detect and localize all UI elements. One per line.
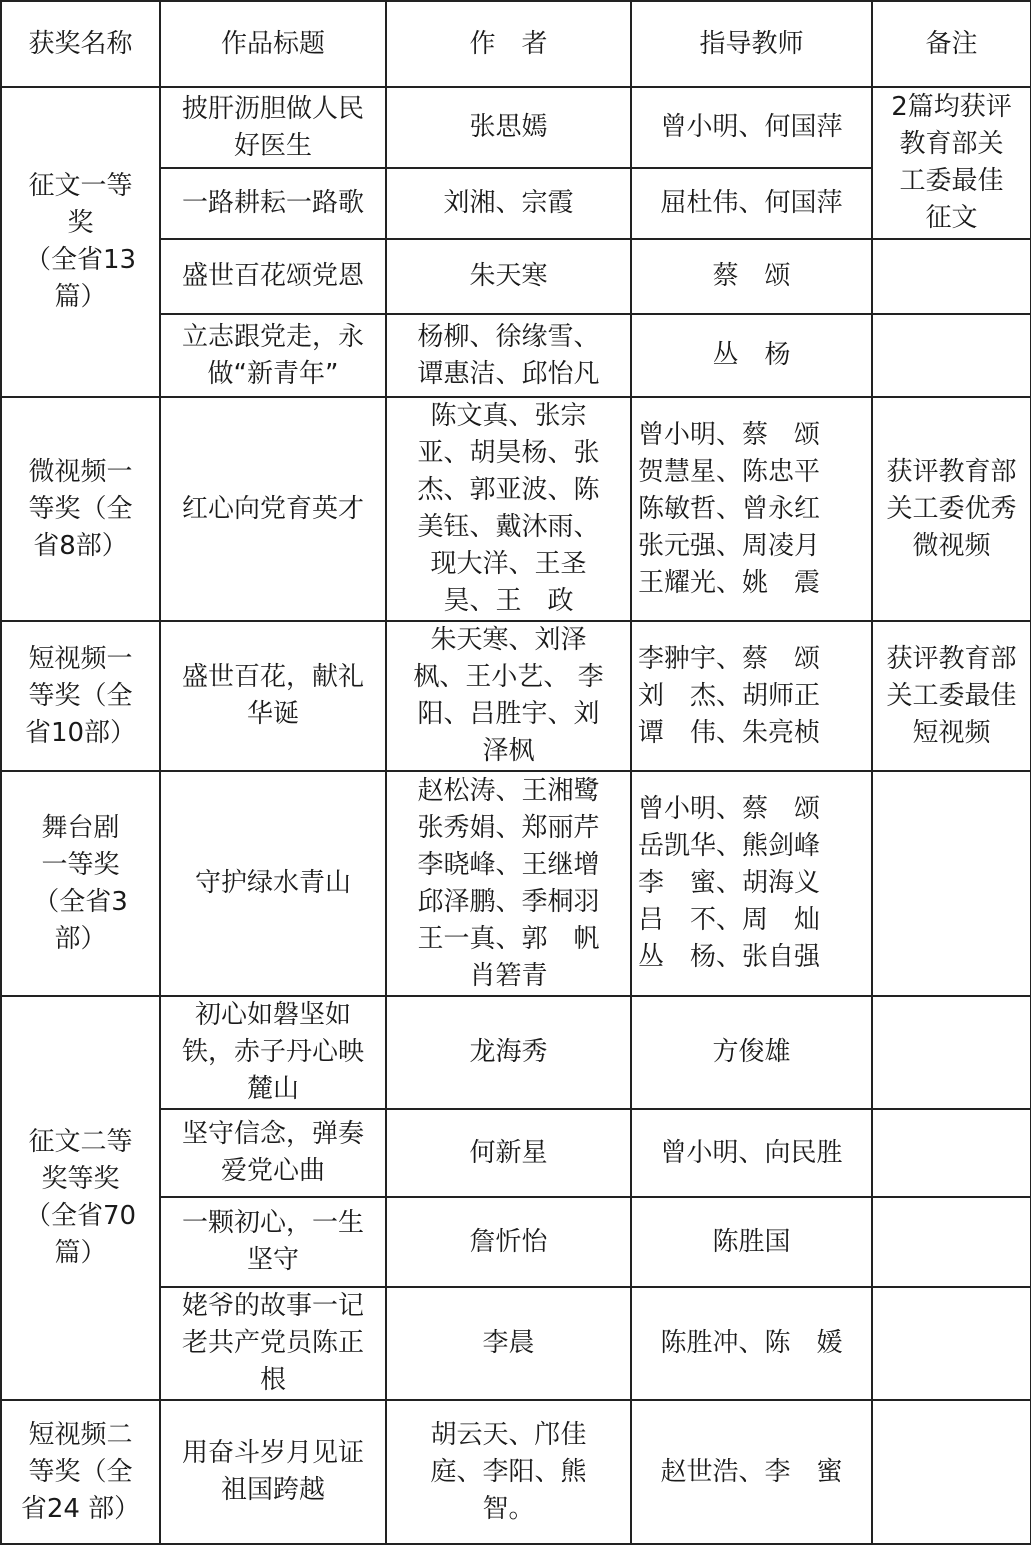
- note-cell: 获评教育部 关工委最佳 短视频: [872, 621, 1031, 771]
- author-cell: 刘湘、宗霞: [386, 168, 631, 239]
- award-cell: 征文一等 奖 （全省13 篇）: [1, 87, 160, 397]
- author-cell: 朱天寒、刘泽 枫、王小艺、 李 阳、吕胜宇、刘 泽枫: [386, 621, 631, 771]
- advisor-cell: 曾小明、何国萍: [631, 87, 872, 168]
- title-cell: 红心向党育英才: [160, 397, 386, 621]
- header-note: 备注: [872, 1, 1031, 87]
- note-cell: [872, 1109, 1031, 1197]
- title-cell: 盛世百花颂党恩: [160, 239, 386, 314]
- table-row: [1, 1400, 1031, 1544]
- title-cell: 披肝沥胆做人民 好医生: [160, 87, 386, 168]
- title-cell: 用奋斗岁月见证 祖国跨越: [160, 1400, 386, 1544]
- title-cell: 盛世百花，献礼 华诞: [160, 621, 386, 771]
- author-cell: 詹忻怡: [386, 1197, 631, 1287]
- note-cell: [872, 771, 1031, 996]
- note-cell: [872, 996, 1031, 1109]
- advisor-cell: 赵世浩、李 蜜: [631, 1400, 872, 1544]
- advisor-cell: 李翀宇、蔡 颂 刘 杰、胡师正 谭 伟、朱亮桢: [631, 621, 872, 771]
- title-cell: 立志跟党走，永 做“新青年”: [160, 314, 386, 397]
- header-advisor: 指导教师: [631, 1, 872, 87]
- award-cell: 短视频一 等奖（全 省10部）: [1, 621, 160, 771]
- author-cell: 赵松涛、王湘鹭 张秀娟、郑丽芹 李晓峰、王继增 邱泽鹏、季桐羽 王一真、郭 帆 肖箬青: [386, 771, 631, 996]
- note-cell: [872, 1400, 1031, 1544]
- advisor-cell: 曾小明、蔡 颂 贺慧星、陈忠平 陈敏哲、曾永红 张元强、周凌月 王耀光、姚 震: [631, 397, 872, 621]
- header-work-title: 作品标题: [160, 1, 386, 87]
- advisor-cell: 曾小明、向民胜: [631, 1109, 872, 1197]
- advisor-cell: 陈胜国: [631, 1197, 872, 1287]
- award-cell: 短视频二 等奖（全 省24 部）: [1, 1400, 160, 1544]
- table-row: [1, 397, 1031, 621]
- award-cell: 舞台剧 一等奖 （全省3 部）: [1, 771, 160, 996]
- title-cell: 坚守信念，弹奏 爱党心曲: [160, 1109, 386, 1197]
- note-cell: 2篇均获评 教育部关 工委最佳 征文: [872, 87, 1031, 239]
- award-cell: 微视频一 等奖（全 省8部）: [1, 397, 160, 621]
- author-cell: 陈文真、张宗 亚、胡昊杨、张 杰、郭亚波、陈 美钰、戴沐雨、 现大洋、王圣 昊、王 政: [386, 397, 631, 621]
- author-cell: 胡云天、邝佳 庭、李阳、熊 智。: [386, 1400, 631, 1544]
- advisor-cell: 屈杜伟、何国萍: [631, 168, 872, 239]
- note-cell: [872, 314, 1031, 397]
- advisor-cell: 丛 杨: [631, 314, 872, 397]
- note-cell: [872, 1287, 1031, 1400]
- author-cell: 杨柳、徐缘雪、 谭惠洁、邱怡凡: [386, 314, 631, 397]
- table-row: [1, 996, 1031, 1109]
- header-row: [1, 1, 1031, 87]
- author-cell: 朱天寒: [386, 239, 631, 314]
- advisor-cell: 方俊雄: [631, 996, 872, 1109]
- advisor-cell: 曾小明、蔡 颂 岳凯华、熊剑峰 李 蜜、胡海义 吕 不、周 灿 丛 杨、张自强: [631, 771, 872, 996]
- header-author: 作 者: [386, 1, 631, 87]
- author-cell: 张思嫣: [386, 87, 631, 168]
- table-row: [1, 621, 1031, 771]
- note-cell: [872, 1197, 1031, 1287]
- author-cell: 李晨: [386, 1287, 631, 1400]
- note-cell: 获评教育部 关工委优秀 微视频: [872, 397, 1031, 621]
- table-row: [1, 87, 1031, 168]
- table-row: [1, 771, 1031, 996]
- author-cell: 龙海秀: [386, 996, 631, 1109]
- title-cell: 一路耕耘一路歌: [160, 168, 386, 239]
- advisor-cell: 陈胜冲、陈 媛: [631, 1287, 872, 1400]
- title-cell: 初心如磐坚如 铁，赤子丹心映 麓山: [160, 996, 386, 1109]
- author-cell: 何新星: [386, 1109, 631, 1197]
- advisor-cell: 蔡 颂: [631, 239, 872, 314]
- award-cell: 征文二等 奖等奖 （全省70 篇）: [1, 996, 160, 1400]
- title-cell: 守护绿水青山: [160, 771, 386, 996]
- title-cell: 姥爷的故事一记 老共产党员陈正 根: [160, 1287, 386, 1400]
- title-cell: 一颗初心，一生 坚守: [160, 1197, 386, 1287]
- header-award-name: 获奖名称: [1, 1, 160, 87]
- note-cell: [872, 239, 1031, 314]
